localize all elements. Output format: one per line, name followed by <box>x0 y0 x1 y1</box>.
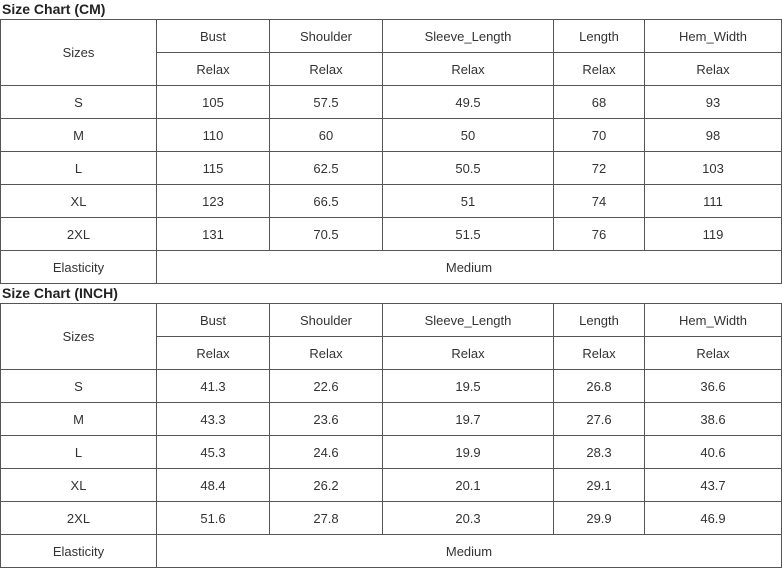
measurement-cell: 46.9 <box>645 502 782 535</box>
fit-cell: Relax <box>157 337 270 370</box>
table-row <box>1 403 782 436</box>
measurement-cell: 98 <box>645 119 782 152</box>
column-header: Length <box>554 20 645 53</box>
measurement-cell: 93 <box>645 86 782 119</box>
size-chart-inch <box>0 284 747 568</box>
elasticity-row <box>1 251 782 284</box>
measurement-cell: 105 <box>157 86 270 119</box>
column-header: Bust <box>157 304 270 337</box>
header-row <box>1 304 782 337</box>
measurement-cell: 41.3 <box>157 370 270 403</box>
fit-cell: Relax <box>383 53 554 86</box>
measurement-cell: 115 <box>157 152 270 185</box>
measurement-cell: 19.9 <box>383 436 554 469</box>
measurement-cell: 57.5 <box>270 86 383 119</box>
table-row <box>1 436 782 469</box>
fit-cell: Relax <box>270 53 383 86</box>
elasticity-value: Medium <box>157 251 782 284</box>
size-label: S <box>1 86 157 119</box>
sizes-header: Sizes <box>1 304 157 370</box>
elasticity-label: Elasticity <box>1 535 157 568</box>
size-label: 2XL <box>1 218 157 251</box>
measurement-cell: 51.5 <box>383 218 554 251</box>
elasticity-label: Elasticity <box>1 251 157 284</box>
measurement-cell: 131 <box>157 218 270 251</box>
measurement-cell: 51 <box>383 185 554 218</box>
table-row <box>1 502 782 535</box>
measurement-cell: 103 <box>645 152 782 185</box>
measurement-cell: 76 <box>554 218 645 251</box>
fit-cell: Relax <box>554 337 645 370</box>
measurement-cell: 36.6 <box>645 370 782 403</box>
column-header: Sleeve_Length <box>383 20 554 53</box>
measurement-cell: 66.5 <box>270 185 383 218</box>
column-header: Length <box>554 304 645 337</box>
measurement-cell: 43.3 <box>157 403 270 436</box>
size-label: 2XL <box>1 502 157 535</box>
measurement-cell: 38.6 <box>645 403 782 436</box>
table-row <box>1 152 782 185</box>
measurement-cell: 51.6 <box>157 502 270 535</box>
size-label: S <box>1 370 157 403</box>
table-row <box>1 370 782 403</box>
measurement-cell: 24.6 <box>270 436 383 469</box>
measurement-cell: 111 <box>645 185 782 218</box>
fit-cell: Relax <box>645 53 782 86</box>
chart-title: Size Chart (INCH) <box>2 285 118 301</box>
column-header: Bust <box>157 20 270 53</box>
measurement-cell: 48.4 <box>157 469 270 502</box>
sizes-header: Sizes <box>1 20 157 86</box>
measurement-cell: 29.1 <box>554 469 645 502</box>
size-label: L <box>1 152 157 185</box>
measurement-cell: 20.3 <box>383 502 554 535</box>
measurement-cell: 28.3 <box>554 436 645 469</box>
measurement-cell: 74 <box>554 185 645 218</box>
chart-title: Size Chart (CM) <box>2 1 106 17</box>
column-header: Hem_Width <box>645 304 782 337</box>
column-header: Shoulder <box>270 304 383 337</box>
measurement-cell: 70.5 <box>270 218 383 251</box>
size-label: XL <box>1 185 157 218</box>
measurement-cell: 29.9 <box>554 502 645 535</box>
table-row <box>1 218 782 251</box>
measurement-cell: 23.6 <box>270 403 383 436</box>
size-label: M <box>1 119 157 152</box>
size-table <box>0 19 782 284</box>
measurement-cell: 43.7 <box>645 469 782 502</box>
fit-cell: Relax <box>645 337 782 370</box>
size-label: XL <box>1 469 157 502</box>
measurement-cell: 40.6 <box>645 436 782 469</box>
measurement-cell: 60 <box>270 119 383 152</box>
table-row <box>1 469 782 502</box>
column-header: Sleeve_Length <box>383 304 554 337</box>
measurement-cell: 110 <box>157 119 270 152</box>
measurement-cell: 45.3 <box>157 436 270 469</box>
header-row <box>1 20 782 53</box>
fit-cell: Relax <box>383 337 554 370</box>
measurement-cell: 26.8 <box>554 370 645 403</box>
measurement-cell: 72 <box>554 152 645 185</box>
measurement-cell: 49.5 <box>383 86 554 119</box>
size-label: M <box>1 403 157 436</box>
fit-cell: Relax <box>270 337 383 370</box>
fit-cell: Relax <box>554 53 645 86</box>
column-header: Shoulder <box>270 20 383 53</box>
measurement-cell: 119 <box>645 218 782 251</box>
measurement-cell: 70 <box>554 119 645 152</box>
measurement-cell: 50 <box>383 119 554 152</box>
measurement-cell: 19.7 <box>383 403 554 436</box>
table-row <box>1 86 782 119</box>
size-table <box>0 303 782 568</box>
size-chart-cm <box>0 0 747 284</box>
measurement-cell: 27.8 <box>270 502 383 535</box>
measurement-cell: 50.5 <box>383 152 554 185</box>
elasticity-row <box>1 535 782 568</box>
measurement-cell: 27.6 <box>554 403 645 436</box>
measurement-cell: 123 <box>157 185 270 218</box>
table-row <box>1 185 782 218</box>
column-header: Hem_Width <box>645 20 782 53</box>
measurement-cell: 19.5 <box>383 370 554 403</box>
size-label: L <box>1 436 157 469</box>
measurement-cell: 62.5 <box>270 152 383 185</box>
fit-cell: Relax <box>157 53 270 86</box>
elasticity-value: Medium <box>157 535 782 568</box>
measurement-cell: 20.1 <box>383 469 554 502</box>
measurement-cell: 68 <box>554 86 645 119</box>
measurement-cell: 22.6 <box>270 370 383 403</box>
measurement-cell: 26.2 <box>270 469 383 502</box>
table-row <box>1 119 782 152</box>
